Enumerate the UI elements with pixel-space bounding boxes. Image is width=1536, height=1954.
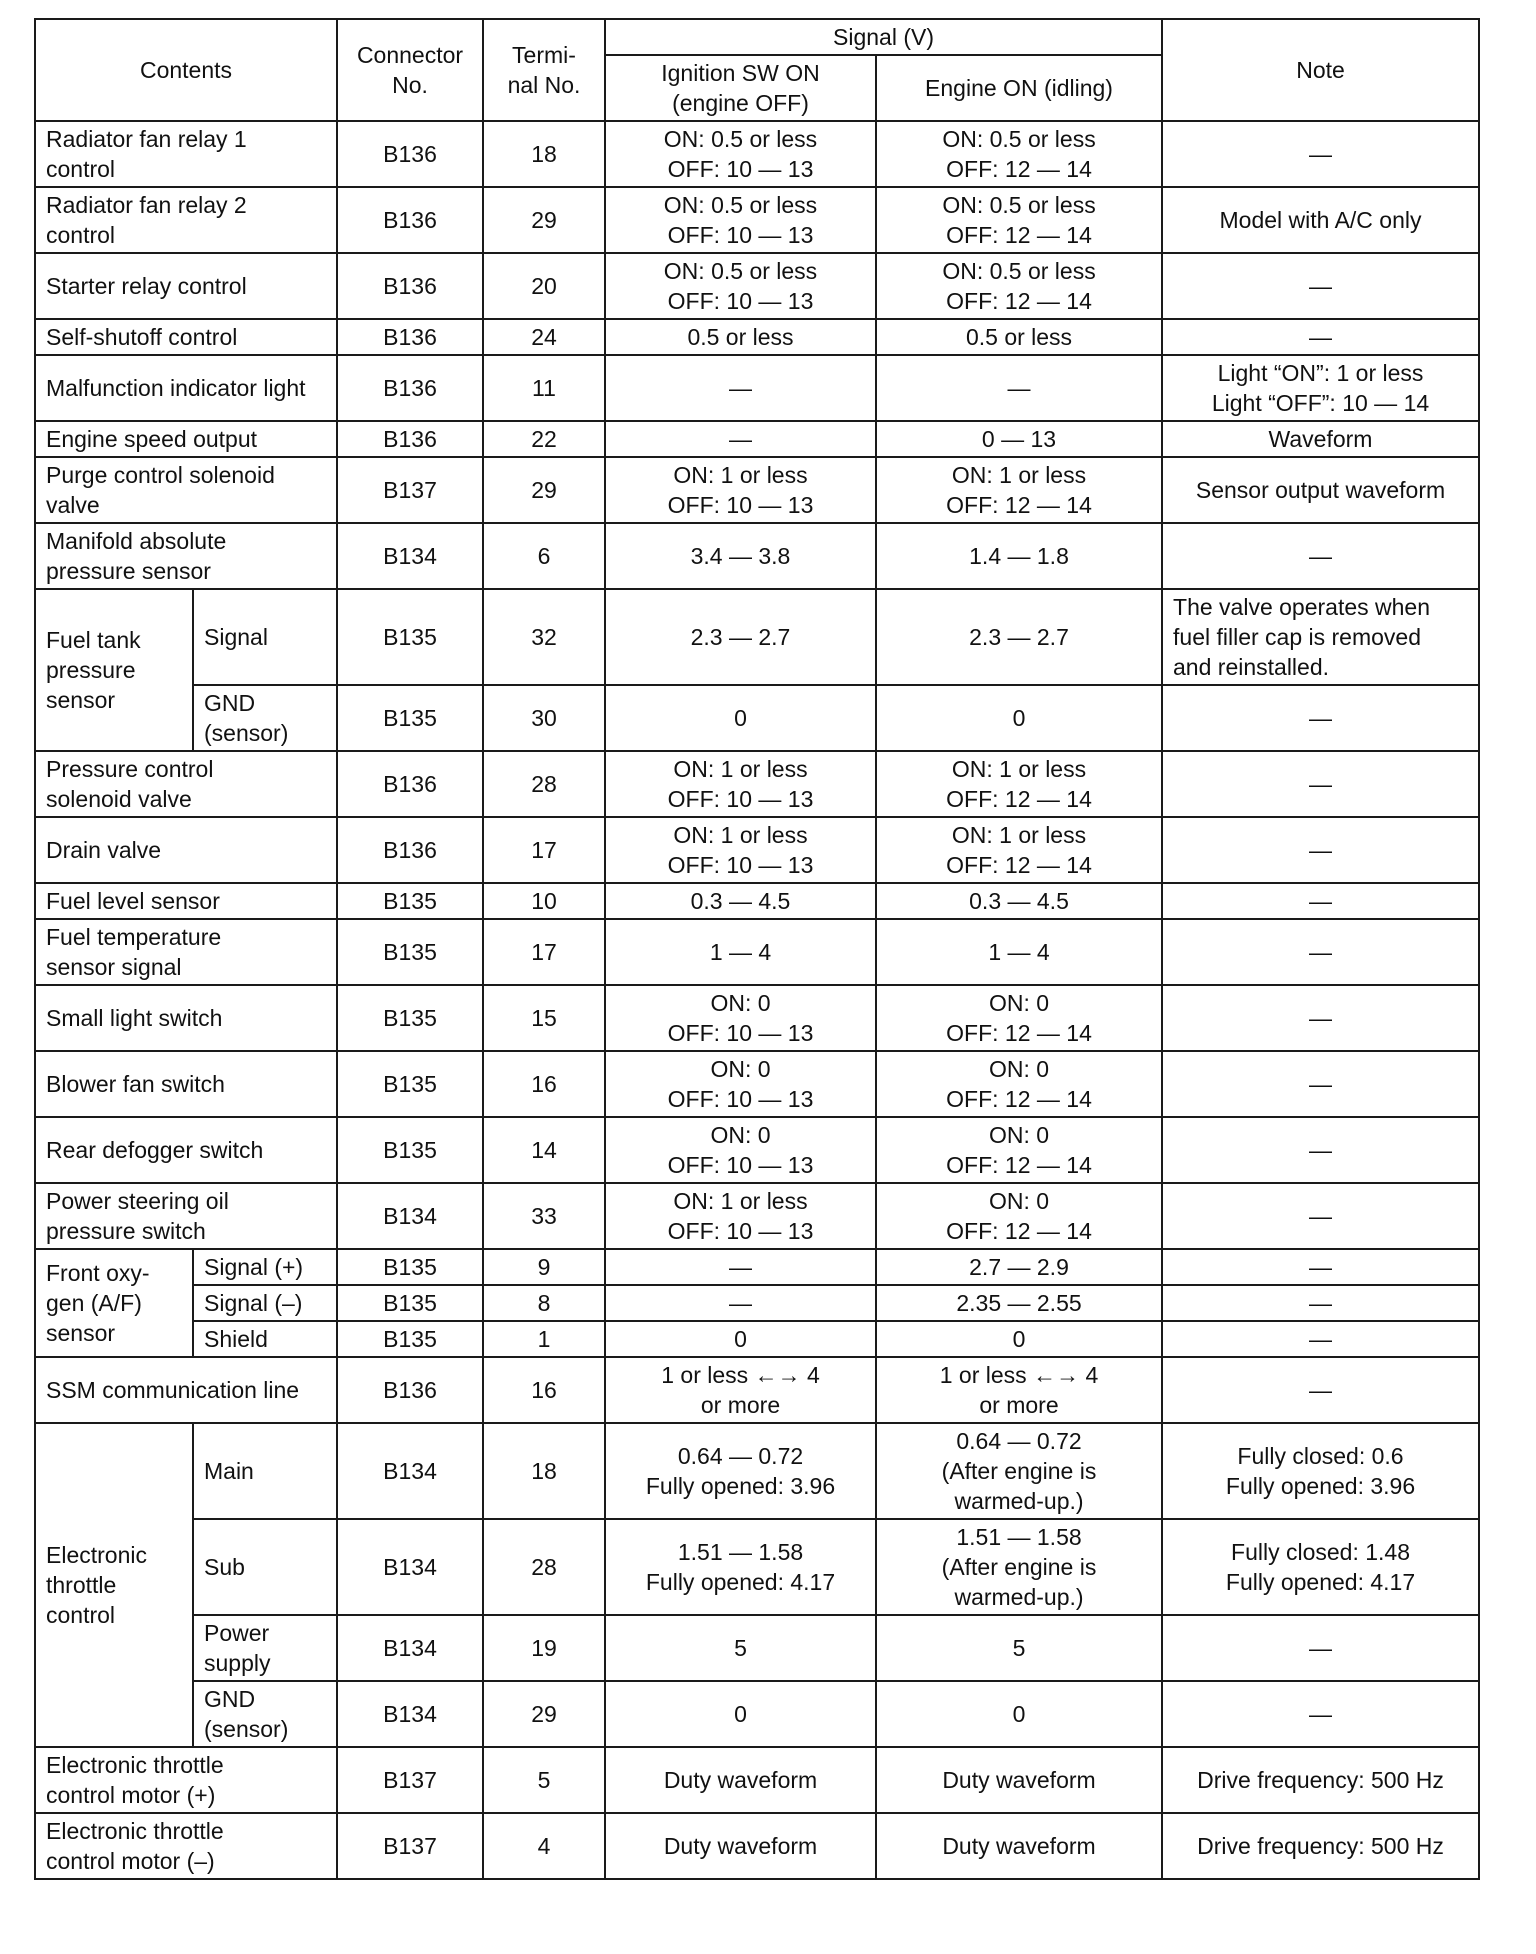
row-terminal: 4 [483,1813,605,1879]
row-terminal: 9 [483,1249,605,1285]
table-row [35,1681,1479,1747]
row-signal-ignition: ON: 0.5 or less OFF: 10 — 13 [605,121,876,187]
row-note: Drive frequency: 500 Hz [1162,1747,1479,1813]
row-signal-ignition: 1 or less ←→ 4 or more [605,1357,876,1423]
row-terminal: 16 [483,1051,605,1117]
table-row [35,1183,1479,1249]
row-terminal: 29 [483,1681,605,1747]
row-terminal: 17 [483,817,605,883]
row-connector: B135 [337,1321,483,1357]
row-note: — [1162,817,1479,883]
row-note: Sensor output waveform [1162,457,1479,523]
row-signal-ignition: — [605,355,876,421]
table-row [35,187,1479,253]
table-row [35,1117,1479,1183]
row-terminal: 16 [483,1357,605,1423]
header-connector-no: Connector No. [337,19,483,121]
table-row [35,121,1479,187]
table-row [35,355,1479,421]
row-connector: B136 [337,319,483,355]
row-contents: Rear defogger switch [35,1117,337,1183]
table-row [35,1615,1479,1681]
row-note: — [1162,1681,1479,1747]
row-terminal: 14 [483,1117,605,1183]
row-contents: Manifold absolute pressure sensor [35,523,337,589]
row-signal-ignition: 1 — 4 [605,919,876,985]
row-signal-ignition: ON: 0 OFF: 10 — 13 [605,1051,876,1117]
row-connector: B135 [337,685,483,751]
row-contents: Electronic throttle control motor (+) [35,1747,337,1813]
table-row [35,1423,1479,1519]
row-contents: Malfunction indicator light [35,355,337,421]
table-row [35,589,1479,685]
row-signal-idling: ON: 0.5 or less OFF: 12 — 14 [876,187,1162,253]
row-signal-ignition: — [605,421,876,457]
header-terminal-no: Termi- nal No. [483,19,605,121]
table-row [35,1285,1479,1321]
row-signal-ignition: 0 [605,1681,876,1747]
signal-table-sheet [34,18,1478,1936]
row-sub-label: GND (sensor) [193,1681,337,1747]
row-connector: B136 [337,817,483,883]
table-row [35,421,1479,457]
row-sub-label: Signal (+) [193,1249,337,1285]
row-sub-label: Shield [193,1321,337,1357]
row-connector: B136 [337,421,483,457]
table-row [35,253,1479,319]
row-sub-label: Signal [193,589,337,685]
row-terminal: 30 [483,685,605,751]
header-signal-group: Signal (V) [605,19,1162,55]
row-connector: B135 [337,589,483,685]
row-terminal: 29 [483,457,605,523]
row-note: Light “ON”: 1 or less Light “OFF”: 10 — 14 [1162,355,1479,421]
row-connector: B135 [337,1051,483,1117]
row-terminal: 8 [483,1285,605,1321]
header-contents: Contents [35,19,337,121]
row-connector: B136 [337,1357,483,1423]
row-signal-idling: 5 [876,1615,1162,1681]
row-note: — [1162,1249,1479,1285]
row-signal-idling: 0.64 — 0.72 (After engine is warmed-up.) [876,1423,1162,1519]
row-signal-idling: ON: 0 OFF: 12 — 14 [876,1117,1162,1183]
row-note: — [1162,751,1479,817]
row-signal-idling: ON: 1 or less OFF: 12 — 14 [876,457,1162,523]
row-note: — [1162,1051,1479,1117]
table-row [35,1747,1479,1813]
table-row [35,1813,1479,1879]
table-row [35,817,1479,883]
row-contents: Radiator fan relay 2 control [35,187,337,253]
row-terminal: 32 [483,589,605,685]
row-signal-ignition: 0 [605,1321,876,1357]
row-connector: B137 [337,457,483,523]
table-row [35,883,1479,919]
table-row [35,685,1479,751]
row-sub-label: GND (sensor) [193,685,337,751]
row-signal-ignition: ON: 0.5 or less OFF: 10 — 13 [605,187,876,253]
row-terminal: 18 [483,1423,605,1519]
table-row [35,985,1479,1051]
table-row [35,1357,1479,1423]
row-signal-idling: 2.3 — 2.7 [876,589,1162,685]
row-note: — [1162,121,1479,187]
row-note: — [1162,883,1479,919]
row-note: — [1162,319,1479,355]
row-note: — [1162,919,1479,985]
row-note: — [1162,1321,1479,1357]
row-connector: B135 [337,1285,483,1321]
row-contents: Fuel temperature sensor signal [35,919,337,985]
row-connector: B137 [337,1813,483,1879]
row-terminal: 5 [483,1747,605,1813]
row-signal-ignition: ON: 0 OFF: 10 — 13 [605,1117,876,1183]
row-signal-ignition: 1.51 — 1.58 Fully opened: 4.17 [605,1519,876,1615]
row-signal-ignition: 0 [605,685,876,751]
row-contents: Small light switch [35,985,337,1051]
row-note: — [1162,685,1479,751]
row-terminal: 28 [483,751,605,817]
row-contents: Radiator fan relay 1 control [35,121,337,187]
row-connector: B134 [337,1423,483,1519]
row-terminal: 6 [483,523,605,589]
row-signal-idling: 0.3 — 4.5 [876,883,1162,919]
row-sub-label: Main [193,1423,337,1519]
row-connector: B136 [337,187,483,253]
row-connector: B135 [337,883,483,919]
row-signal-ignition: ON: 1 or less OFF: 10 — 13 [605,817,876,883]
row-sub-label: Signal (–) [193,1285,337,1321]
header-signal-engine-idling: Engine ON (idling) [876,55,1162,121]
row-note: Model with A/C only [1162,187,1479,253]
row-signal-ignition: 2.3 — 2.7 [605,589,876,685]
row-signal-ignition: ON: 1 or less OFF: 10 — 13 [605,457,876,523]
row-note: — [1162,1117,1479,1183]
row-signal-ignition: ON: 1 or less OFF: 10 — 13 [605,1183,876,1249]
row-sub-label: Power supply [193,1615,337,1681]
row-contents: SSM communication line [35,1357,337,1423]
row-signal-idling: 2.35 — 2.55 [876,1285,1162,1321]
row-signal-idling: ON: 0 OFF: 12 — 14 [876,985,1162,1051]
row-terminal: 19 [483,1615,605,1681]
row-signal-idling: 0 [876,685,1162,751]
row-terminal: 33 [483,1183,605,1249]
row-contents: Engine speed output [35,421,337,457]
row-terminal: 18 [483,121,605,187]
row-signal-idling: ON: 1 or less OFF: 12 — 14 [876,751,1162,817]
header-note: Note [1162,19,1479,121]
row-signal-ignition: Duty waveform [605,1747,876,1813]
row-connector: B136 [337,253,483,319]
row-note: The valve operates when fuel filler cap is removed and reinstalled. [1162,589,1479,685]
table-row [35,751,1479,817]
row-sub-label: Sub [193,1519,337,1615]
row-signal-ignition: 0.5 or less [605,319,876,355]
row-terminal: 29 [483,187,605,253]
ecm-terminal-signal-table [34,18,1480,1880]
row-signal-idling: ON: 0.5 or less OFF: 12 — 14 [876,121,1162,187]
row-contents: Pressure control solenoid valve [35,751,337,817]
row-connector: B134 [337,1615,483,1681]
row-connector: B135 [337,1249,483,1285]
row-signal-ignition: ON: 0.5 or less OFF: 10 — 13 [605,253,876,319]
row-terminal: 28 [483,1519,605,1615]
row-signal-ignition: 0.3 — 4.5 [605,883,876,919]
row-contents: Power steering oil pressure switch [35,1183,337,1249]
row-terminal: 1 [483,1321,605,1357]
row-signal-idling: Duty waveform [876,1813,1162,1879]
row-note: — [1162,1357,1479,1423]
row-contents: Purge control solenoid valve [35,457,337,523]
row-signal-idling: ON: 1 or less OFF: 12 — 14 [876,817,1162,883]
row-signal-idling: Duty waveform [876,1747,1162,1813]
row-signal-ignition: ON: 0 OFF: 10 — 13 [605,985,876,1051]
row-group-label: Front oxy- gen (A/F) sensor [35,1249,193,1357]
row-connector: B136 [337,751,483,817]
row-signal-idling: ON: 0.5 or less OFF: 12 — 14 [876,253,1162,319]
row-connector: B135 [337,1117,483,1183]
row-signal-ignition: — [605,1249,876,1285]
row-signal-idling: 1 or less ←→ 4 or more [876,1357,1162,1423]
row-connector: B136 [337,355,483,421]
row-group-label: Fuel tank pressure sensor [35,589,193,751]
row-note: Drive frequency: 500 Hz [1162,1813,1479,1879]
row-note: Fully closed: 0.6 Fully opened: 3.96 [1162,1423,1479,1519]
row-connector: B134 [337,523,483,589]
row-note: — [1162,1183,1479,1249]
row-signal-idling: 1.51 — 1.58 (After engine is warmed-up.) [876,1519,1162,1615]
row-signal-idling: 2.7 — 2.9 [876,1249,1162,1285]
table-row [35,1249,1479,1285]
row-signal-idling: ON: 0 OFF: 12 — 14 [876,1183,1162,1249]
row-note: Waveform [1162,421,1479,457]
header-signal-ignition-on: Ignition SW ON (engine OFF) [605,55,876,121]
row-signal-ignition: ON: 1 or less OFF: 10 — 13 [605,751,876,817]
row-connector: B136 [337,121,483,187]
row-connector: B134 [337,1183,483,1249]
row-signal-idling: — [876,355,1162,421]
row-contents: Drain valve [35,817,337,883]
row-connector: B135 [337,985,483,1051]
row-terminal: 22 [483,421,605,457]
row-signal-idling: 0 — 13 [876,421,1162,457]
table-row [35,1321,1479,1357]
row-group-label: Electronic throttle control [35,1423,193,1747]
row-connector: B134 [337,1519,483,1615]
row-terminal: 20 [483,253,605,319]
row-signal-idling: 0 [876,1321,1162,1357]
table-row [35,919,1479,985]
row-contents: Self-shutoff control [35,319,337,355]
row-connector: B135 [337,919,483,985]
row-contents: Starter relay control [35,253,337,319]
row-connector: B137 [337,1747,483,1813]
row-contents: Electronic throttle control motor (–) [35,1813,337,1879]
row-contents: Fuel level sensor [35,883,337,919]
row-signal-idling: ON: 0 OFF: 12 — 14 [876,1051,1162,1117]
row-note: Fully closed: 1.48 Fully opened: 4.17 [1162,1519,1479,1615]
row-note: — [1162,523,1479,589]
row-terminal: 15 [483,985,605,1051]
table-row [35,1519,1479,1615]
row-signal-ignition: 5 [605,1615,876,1681]
row-note: — [1162,1285,1479,1321]
row-note: — [1162,985,1479,1051]
row-terminal: 17 [483,919,605,985]
row-note: — [1162,253,1479,319]
table-row [35,1051,1479,1117]
row-note: — [1162,1615,1479,1681]
table-row [35,457,1479,523]
row-terminal: 10 [483,883,605,919]
row-connector: B134 [337,1681,483,1747]
row-signal-idling: 0 [876,1681,1162,1747]
table-row [35,319,1479,355]
row-signal-idling: 1.4 — 1.8 [876,523,1162,589]
table-row [35,523,1479,589]
row-signal-ignition: Duty waveform [605,1813,876,1879]
row-terminal: 11 [483,355,605,421]
row-signal-idling: 1 — 4 [876,919,1162,985]
row-signal-ignition: — [605,1285,876,1321]
row-terminal: 24 [483,319,605,355]
row-signal-ignition: 0.64 — 0.72 Fully opened: 3.96 [605,1423,876,1519]
row-contents: Blower fan switch [35,1051,337,1117]
row-signal-ignition: 3.4 — 3.8 [605,523,876,589]
row-signal-idling: 0.5 or less [876,319,1162,355]
